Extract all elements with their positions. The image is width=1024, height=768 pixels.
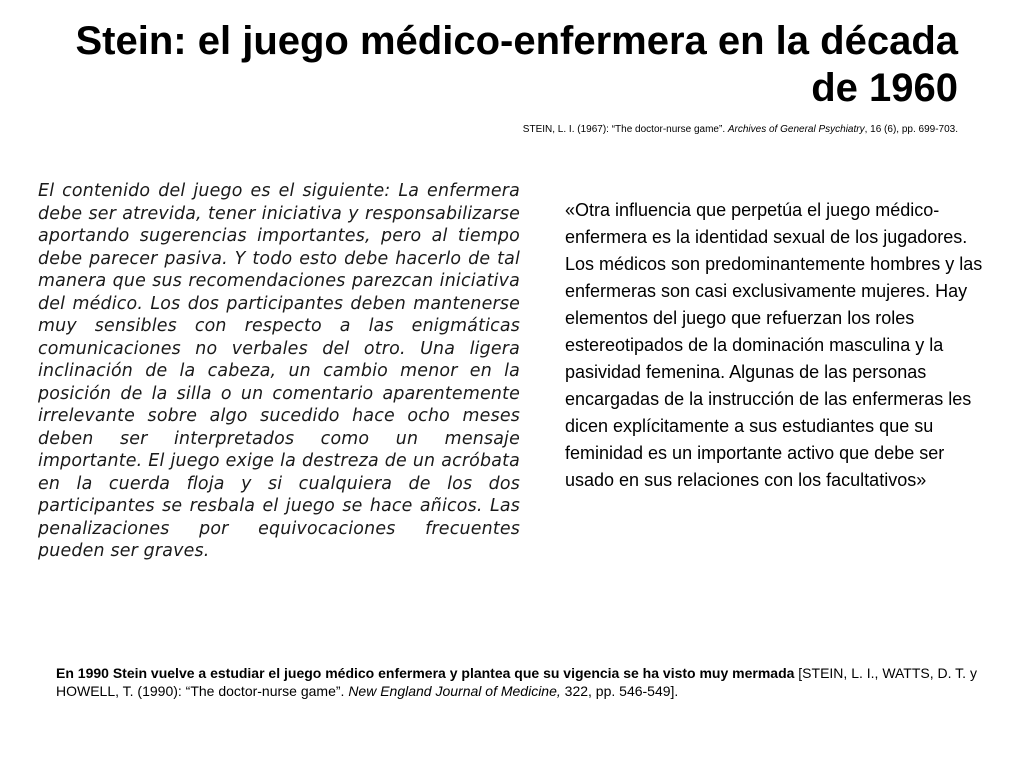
citation-details: , 16 (6), pp. 699-703. — [864, 124, 958, 135]
slide-title: Stein: el juego médico-enfermera en la década de 1960 — [75, 19, 958, 110]
footnote-details: 322, pp. 546-549]. — [560, 683, 679, 699]
quote-text: «Otra influencia que perpetúa el juego médico-enfermera es la identidad sexual de los jugadores. Los médicos son predominantemente hombres y las enfermeras son casi exclusivamente mujeres. Hay elementos del juego que refuerzan los roles estereotipados de la dominación masculina y la pasividad femenina. Algunas de las personas encargadas de la instrucción de las enfermeras les dicen explícitamente a sus estudiantes que su feminidad es un importante activo que debe ser usado en sus relaciones con los facultativos» — [565, 200, 983, 490]
footnote-reference: [STEIN, L. I., WATTS, D. T. y HOWELL, T. (1990): “The doctor-nurse game”. — [56, 665, 977, 699]
scanned-text-excerpt: El contenido del juego es el siguiente: La enfermera debe ser atrevida, tener iniciativa y responsabilizarse aportando sugerencias importantes, pero al tiempo debe parecer pasiva. Y todo esto debe hacerlo de tal manera que sus recomendaciones parezcan iniciativa del médico. Los dos participantes deben mantenerse muy sensibles con respecto a las enigmáticas comunicaciones no verbales del otro. Una ligera inclinación de la cabeza, un cambio menor en la posición de la silla o un comentario aparentemente irrelevante sobre algo sucedido hace ocho meses deben ser interpretados como un mensaje importante. El juego exige la destreza de un acróbata en la cuerda floja y si cualquiera de los dos participantes se resbala el juego se hace añicos. Las penalizaciones por equivocaciones frecuentes pueden ser graves. — [38, 181, 520, 561]
citation — [58, 124, 958, 136]
citation-journal: Archives of General Psychiatry — [727, 124, 865, 135]
footnote-lead: En 1990 Stein vuelve a estudiar el juego médico enfermera y plantea que su vigencia se ha visto muy mermada — [56, 665, 795, 681]
footnote — [56, 664, 1016, 700]
footnote-journal: New England Journal of Medicine, — [348, 683, 561, 699]
citation-authors: STEIN, L. I. (1967): “The doctor-nurse game”. — [522, 124, 728, 135]
